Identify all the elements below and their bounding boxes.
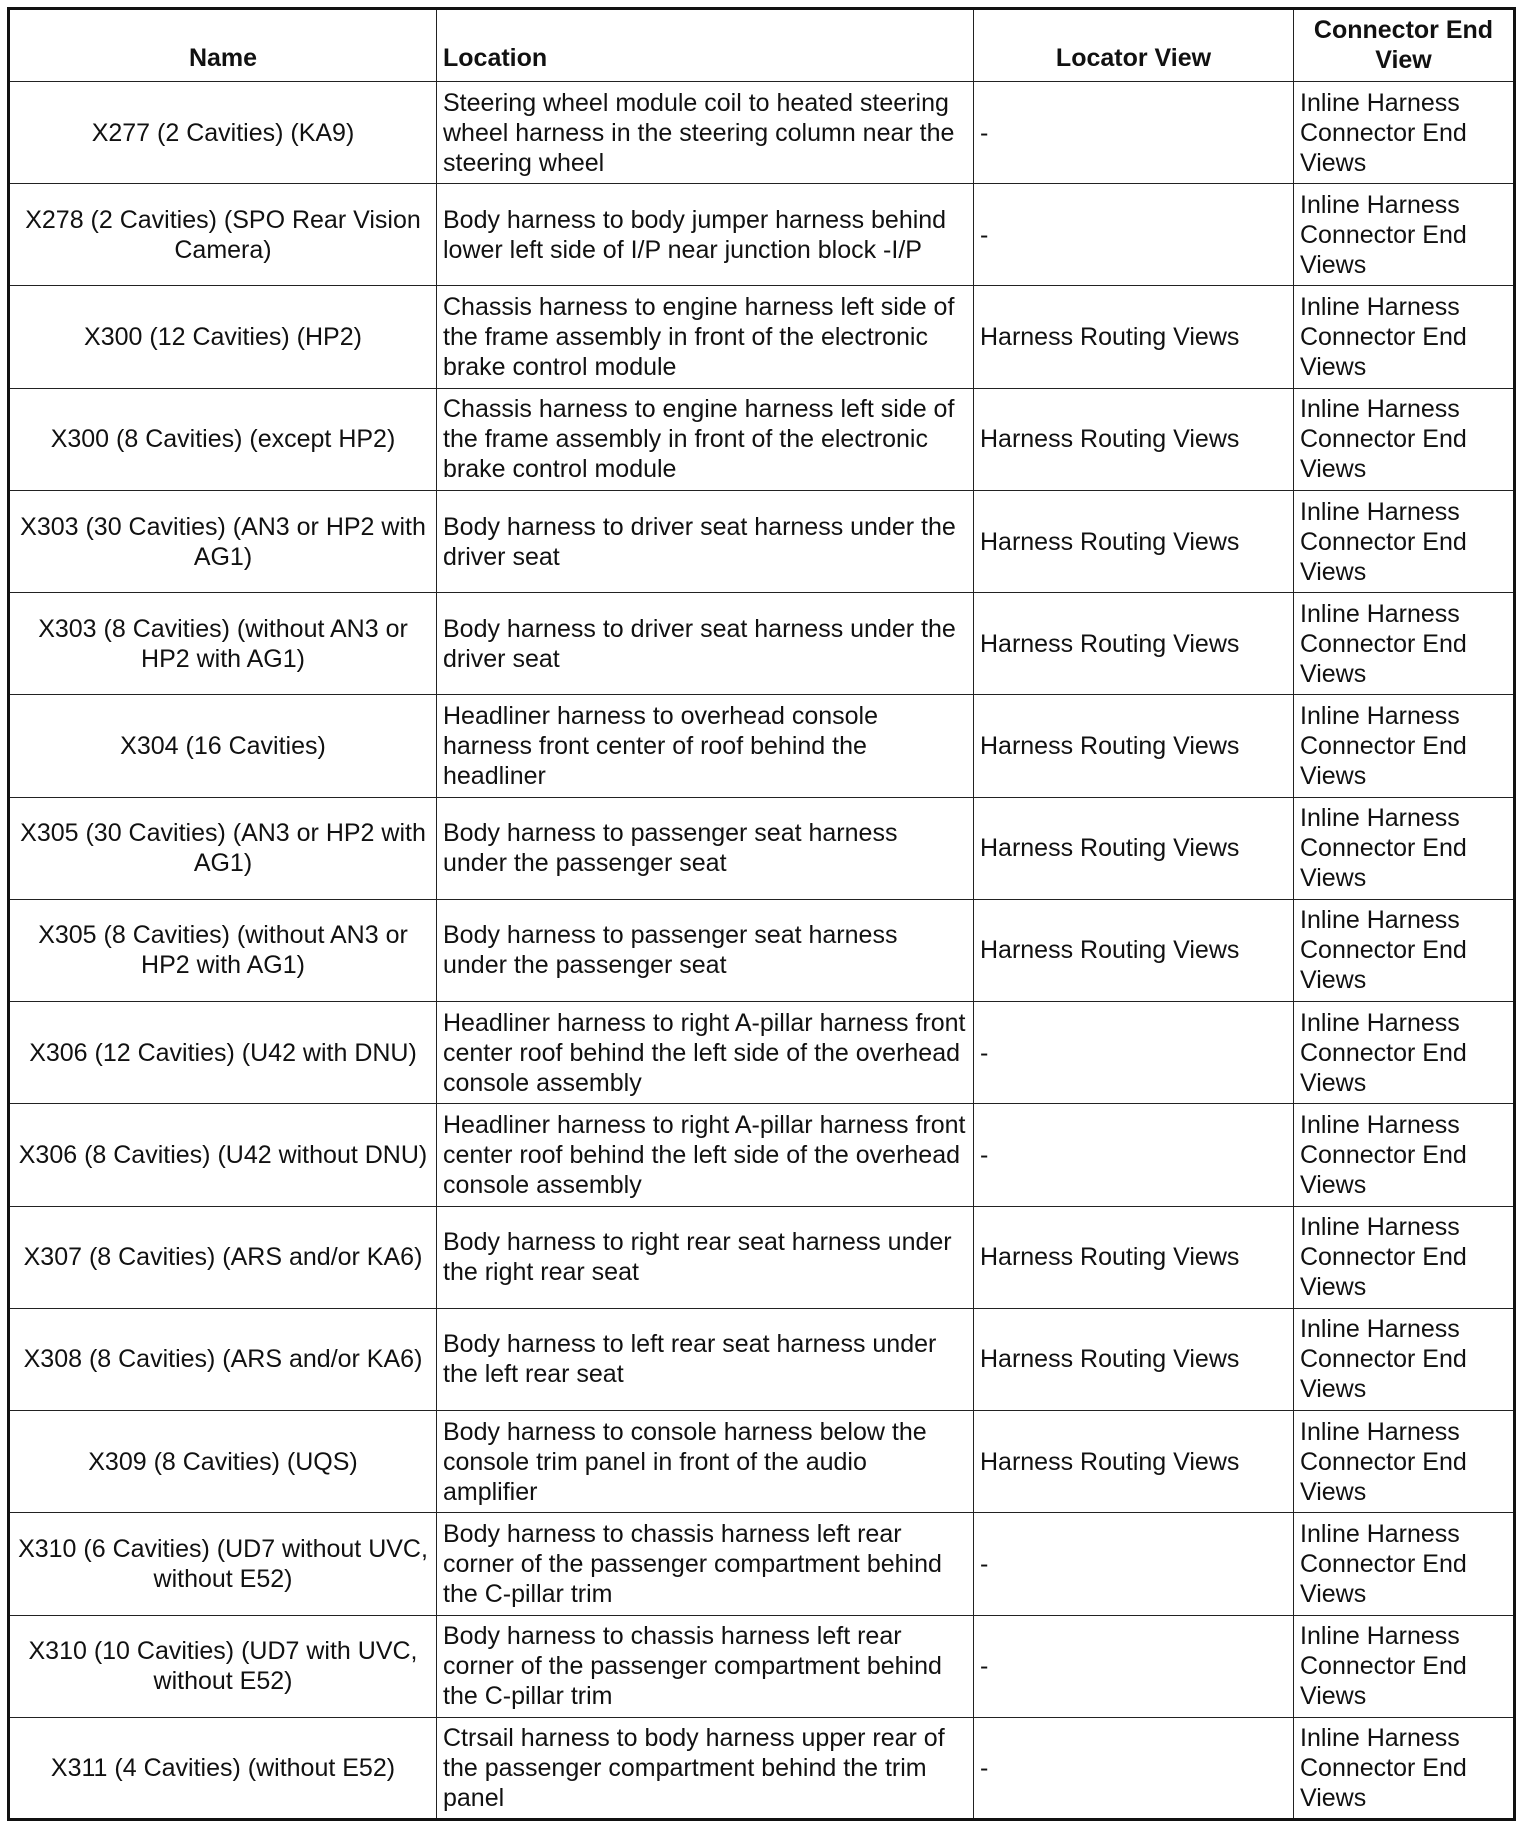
cell-name: X305 (8 Cavities) (without AN3 or HP2 with AG1)	[9, 899, 437, 1001]
connector-table	[7, 7, 1516, 1821]
cell-location: Body harness to driver seat harness under the driver seat	[437, 593, 974, 695]
cell-locator-view: -	[974, 82, 1294, 184]
cell-locator-view: -	[974, 1002, 1294, 1104]
cell-name: X300 (12 Cavities) (HP2)	[9, 286, 437, 388]
cell-locator-view: Harness Routing Views	[974, 1411, 1294, 1513]
table-row	[9, 797, 1515, 899]
cell-name: X306 (12 Cavities) (U42 with DNU)	[9, 1002, 437, 1104]
header-name: Name	[9, 9, 437, 82]
cell-locator-view: Harness Routing Views	[974, 286, 1294, 388]
cell-name: X303 (8 Cavities) (without AN3 or HP2 with AG1)	[9, 593, 437, 695]
cell-name: X278 (2 Cavities) (SPO Rear Vision Camera)	[9, 184, 437, 286]
table-row	[9, 1411, 1515, 1513]
cell-location: Body harness to console harness below the console trim panel in front of the audio amplifier	[437, 1411, 974, 1513]
cell-location: Body harness to driver seat harness under the driver seat	[437, 490, 974, 592]
table-row	[9, 286, 1515, 388]
cell-name: X309 (8 Cavities) (UQS)	[9, 1411, 437, 1513]
cell-name: X300 (8 Cavities) (except HP2)	[9, 388, 437, 490]
cell-locator-view: Harness Routing Views	[974, 1308, 1294, 1410]
cell-name: X311 (4 Cavities) (without E52)	[9, 1717, 437, 1819]
table-row	[9, 1002, 1515, 1104]
cell-locator-view: -	[974, 184, 1294, 286]
cell-locator-view: Harness Routing Views	[974, 388, 1294, 490]
cell-locator-view: Harness Routing Views	[974, 1206, 1294, 1308]
cell-name: X303 (30 Cavities) (AN3 or HP2 with AG1)	[9, 490, 437, 592]
cell-locator-view: Harness Routing Views	[974, 593, 1294, 695]
cell-name: X308 (8 Cavities) (ARS and/or KA6)	[9, 1308, 437, 1410]
cell-name: X305 (30 Cavities) (AN3 or HP2 with AG1)	[9, 797, 437, 899]
cell-locator-view: Harness Routing Views	[974, 695, 1294, 797]
table-row	[9, 1206, 1515, 1308]
header-locator-view: Locator View	[974, 9, 1294, 82]
cell-location: Body harness to chassis harness left rear corner of the passenger compartment behind the C-pillar trim	[437, 1513, 974, 1615]
header-row	[9, 9, 1515, 82]
cell-locator-view: -	[974, 1717, 1294, 1819]
table-row	[9, 1615, 1515, 1717]
cell-locator-view: Harness Routing Views	[974, 490, 1294, 592]
cell-name: X307 (8 Cavities) (ARS and/or KA6)	[9, 1206, 437, 1308]
cell-name: X304 (16 Cavities)	[9, 695, 437, 797]
cell-locator-view: Harness Routing Views	[974, 899, 1294, 1001]
cell-location: Body harness to passenger seat harness under the passenger seat	[437, 797, 974, 899]
table-row	[9, 1513, 1515, 1615]
cell-connector-end-view: Inline Harness Connector End Views	[1294, 388, 1515, 490]
cell-connector-end-view: Inline Harness Connector End Views	[1294, 1104, 1515, 1206]
cell-locator-view: -	[974, 1104, 1294, 1206]
cell-location: Body harness to right rear seat harness under the right rear seat	[437, 1206, 974, 1308]
cell-connector-end-view: Inline Harness Connector End Views	[1294, 1308, 1515, 1410]
cell-name: X277 (2 Cavities) (KA9)	[9, 82, 437, 184]
cell-connector-end-view: Inline Harness Connector End Views	[1294, 593, 1515, 695]
header-location: Location	[437, 9, 974, 82]
cell-name: X310 (10 Cavities) (UD7 with UVC, without E52)	[9, 1615, 437, 1717]
cell-connector-end-view: Inline Harness Connector End Views	[1294, 899, 1515, 1001]
table-row	[9, 1104, 1515, 1206]
cell-location: Headliner harness to right A-pillar harness front center roof behind the left side of the overhead console assembly	[437, 1002, 974, 1104]
cell-location: Chassis harness to engine harness left side of the frame assembly in front of the electronic brake control module	[437, 286, 974, 388]
cell-location: Headliner harness to overhead console harness front center of roof behind the headliner	[437, 695, 974, 797]
cell-name: X306 (8 Cavities) (U42 without DNU)	[9, 1104, 437, 1206]
cell-connector-end-view: Inline Harness Connector End Views	[1294, 490, 1515, 592]
cell-connector-end-view: Inline Harness Connector End Views	[1294, 1615, 1515, 1717]
cell-locator-view: -	[974, 1615, 1294, 1717]
table-row	[9, 695, 1515, 797]
table-row	[9, 490, 1515, 592]
table-row	[9, 1717, 1515, 1819]
cell-connector-end-view: Inline Harness Connector End Views	[1294, 1717, 1515, 1819]
table-row	[9, 388, 1515, 490]
cell-location: Body harness to left rear seat harness under the left rear seat	[437, 1308, 974, 1410]
cell-location: Headliner harness to right A-pillar harness front center roof behind the left side of the overhead console assembly	[437, 1104, 974, 1206]
table-row	[9, 184, 1515, 286]
cell-connector-end-view: Inline Harness Connector End Views	[1294, 1206, 1515, 1308]
cell-connector-end-view: Inline Harness Connector End Views	[1294, 695, 1515, 797]
cell-connector-end-view: Inline Harness Connector End Views	[1294, 797, 1515, 899]
cell-location: Chassis harness to engine harness left side of the frame assembly in front of the electronic brake control module	[437, 388, 974, 490]
cell-location: Steering wheel module coil to heated steering wheel harness in the steering column near the steering wheel	[437, 82, 974, 184]
cell-connector-end-view: Inline Harness Connector End Views	[1294, 82, 1515, 184]
header-connector-end-view: Connector End View	[1294, 9, 1515, 82]
table-row	[9, 593, 1515, 695]
cell-location: Body harness to passenger seat harness under the passenger seat	[437, 899, 974, 1001]
cell-locator-view: -	[974, 1513, 1294, 1615]
cell-name: X310 (6 Cavities) (UD7 without UVC, without E52)	[9, 1513, 437, 1615]
cell-locator-view: Harness Routing Views	[974, 797, 1294, 899]
cell-connector-end-view: Inline Harness Connector End Views	[1294, 286, 1515, 388]
table-row	[9, 82, 1515, 184]
table-row	[9, 899, 1515, 1001]
connector-table-page	[7, 7, 1513, 1821]
table-row	[9, 1308, 1515, 1410]
cell-connector-end-view: Inline Harness Connector End Views	[1294, 1002, 1515, 1104]
cell-connector-end-view: Inline Harness Connector End Views	[1294, 1411, 1515, 1513]
cell-location: Ctrsail harness to body harness upper rear of the passenger compartment behind the trim panel	[437, 1717, 974, 1819]
cell-location: Body harness to body jumper harness behind lower left side of I/P near junction block -I/P	[437, 184, 974, 286]
cell-connector-end-view: Inline Harness Connector End Views	[1294, 1513, 1515, 1615]
cell-location: Body harness to chassis harness left rear corner of the passenger compartment behind the C-pillar trim	[437, 1615, 974, 1717]
cell-connector-end-view: Inline Harness Connector End Views	[1294, 184, 1515, 286]
